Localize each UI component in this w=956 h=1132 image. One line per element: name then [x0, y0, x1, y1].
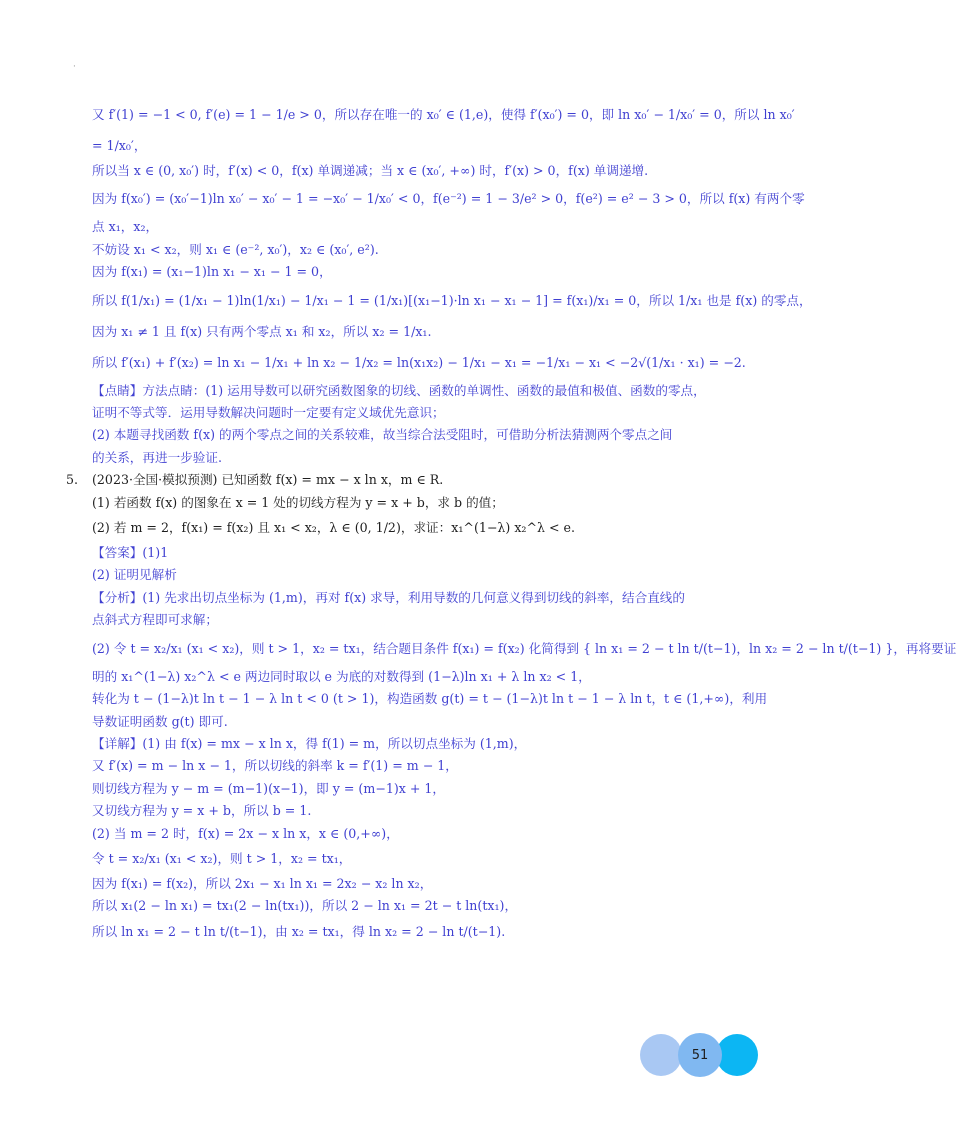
text-line: 所以 f(1/x₁) = (1/x₁ − 1)ln(1/x₁) − 1/x₁ − 1 = (1/x₁)[(x₁−1)·ln x₁ − x₁ − 1] = f(x₁)/x₁ = 0，所以 1/x₁ 也是 f(x) 的零点， [92, 292, 812, 308]
detail-line: 因为 f(x₁) = f(x₂)，所以 2x₁ − x₁ ln x₁ = 2x₂ − x₂ ln x₂， [92, 875, 433, 891]
question-number: 5. [66, 472, 79, 488]
text-line: 不妨设 x₁ < x₂，则 x₁ ∈ (e⁻², x₀′)，x₂ ∈ (x₀′, e²). [92, 241, 379, 257]
analysis-line: 明的 x₁^(1−λ) x₂^λ < e 两边同时取以 e 为底的对数得到 (1−λ)ln x₁ + λ ln x₂ < 1， [92, 668, 591, 684]
analysis-line: (2) 令 t = x₂/x₁ (x₁ < x₂)，则 t > 1，x₂ = tx₁，结合题目条件 f(x₁) = f(x₂) 化简得到 { ln x₁ = 2 − t ln t/(t−1)，ln x₂ = 2 − ln t/(t−1) }，再将要证 [92, 640, 956, 656]
text-line: 的关系，再进一步验证. [92, 449, 222, 465]
answer-line: (2) 证明见解析 [92, 567, 177, 583]
decor-circle-left [640, 1034, 682, 1076]
detail-line: 又切线方程为 y = x + b，所以 b = 1. [92, 803, 312, 819]
detail-line: (2) 当 m = 2 时，f(x) = 2x − x ln x，x ∈ (0,+∞)， [92, 825, 399, 841]
detail-line: 又 f′(x) = m − ln x − 1，所以切线的斜率 k = f′(1) = m − 1， [92, 758, 458, 774]
analysis-line: 【分析】(1) 先求出切点坐标为 (1,m)，再对 f(x) 求导，利用导数的几何意义得到切线的斜率，结合直线的 [92, 589, 685, 605]
detail-line: 所以 ln x₁ = 2 − t ln t/(t−1)，由 x₂ = tx₁，得 ln x₂ = 2 − ln t/(t−1). [92, 923, 506, 939]
question-part-2: (2) 若 m = 2，f(x₁) = f(x₂) 且 x₁ < x₂，λ ∈ (0, 1/2)，求证：x₁^(1−λ) x₂^λ < e. [92, 520, 576, 536]
detail-line: 所以 x₁(2 − ln x₁) = tx₁(2 − ln(tx₁))，所以 2 − ln x₁ = 2t − t ln(tx₁)， [92, 898, 518, 914]
question-part-1: (1) 若函数 f(x) 的图象在 x = 1 处的切线方程为 y = x + b，求 b 的值； [92, 494, 504, 510]
text-line: = 1/x₀′， [92, 138, 147, 153]
text-line: 因为 f(x₁) = (x₁−1)ln x₁ − x₁ − 1 = 0， [92, 264, 332, 280]
answer-line: 【答案】(1)1 [92, 545, 169, 561]
question-header [66, 469, 732, 491]
analysis-line: 转化为 t − (1−λ)t ln t − 1 − λ ln t < 0 (t > 1)，构造函数 g(t) = t − (1−λ)t ln t − 1 − λ ln t，t ∈ (1,+∞)，利用 [92, 691, 768, 707]
text-line: 因为 f(x₀′) = (x₀′−1)ln x₀′ − x₀′ − 1 = −x₀′ − 1/x₀′ < 0，f(e⁻²) = 1 − 3/e² > 0，f(e²) = e² − 3 > 0，所以 f(x) 有两个零 [92, 191, 805, 207]
detail-line: 【详解】(1) 由 f(x) = mx − x ln x，得 f(1) = m，所以切点坐标为 (1,m)， [92, 735, 527, 751]
decor-circle-right [716, 1034, 758, 1076]
detail-line: 令 t = x₂/x₁ (x₁ < x₂)，则 t > 1，x₂ = tx₁， [92, 850, 352, 866]
analysis-line: 导数证明函数 g(t) 即可. [92, 713, 228, 729]
text-line: 【点睛】方法点睛：(1) 运用导数可以研究函数图象的切线、函数的单调性、函数的最值和极值、函数的零点， [92, 382, 706, 398]
page-corner-mark: · [73, 62, 76, 72]
solution-body [66, 98, 956, 946]
text-line: 证明不等式等．运用导数解决问题时一定要有定义域优先意识； [92, 405, 445, 421]
analysis-line: 点斜式方程即可求解； [92, 612, 218, 628]
page-number: 51 [691, 1047, 709, 1063]
text-line: (2) 本题寻找函数 f(x) 的两个零点之间的关系较难，故当综合法受阻时，可借助分析法猜测两个零点之间 [92, 427, 673, 443]
text-line: 所以当 x ∈ (0, x₀′) 时，f′(x) < 0，f(x) 单调递减；当 x ∈ (x₀′, +∞) 时，f′(x) > 0，f(x) 单调递增. [92, 163, 649, 178]
text-line: 点 x₁，x₂， [92, 219, 159, 235]
text-line: 因为 x₁ ≠ 1 且 f(x) 只有两个零点 x₁ 和 x₂，所以 x₂ = 1/x₁. [92, 323, 432, 339]
detail-line: 则切线方程为 y − m = (m−1)(x−1)，即 y = (m−1)x + 1， [92, 780, 446, 796]
page-number-badge [640, 1034, 758, 1076]
question-stem: (2023·全国·模拟预测) 已知函数 f(x) = mx − x ln x，m ∈ R. [92, 472, 444, 488]
text-line: 又 f′(1) = −1 < 0, f′(e) = 1 − 1/e > 0，所以存在唯一的 x₀′ ∈ (1,e)，使得 f′(x₀′) = 0，即 ln x₀′ − 1/x₀′ = 0，所以 ln x₀′ [92, 107, 795, 122]
text-line: 所以 f′(x₁) + f′(x₂) = ln x₁ − 1/x₁ + ln x₂ − 1/x₂ = ln(x₁x₂) − 1/x₁ − x₁ = −1/x₁ − x₁ < −2√(1/x₁ · x₁) = −2. [92, 354, 746, 370]
